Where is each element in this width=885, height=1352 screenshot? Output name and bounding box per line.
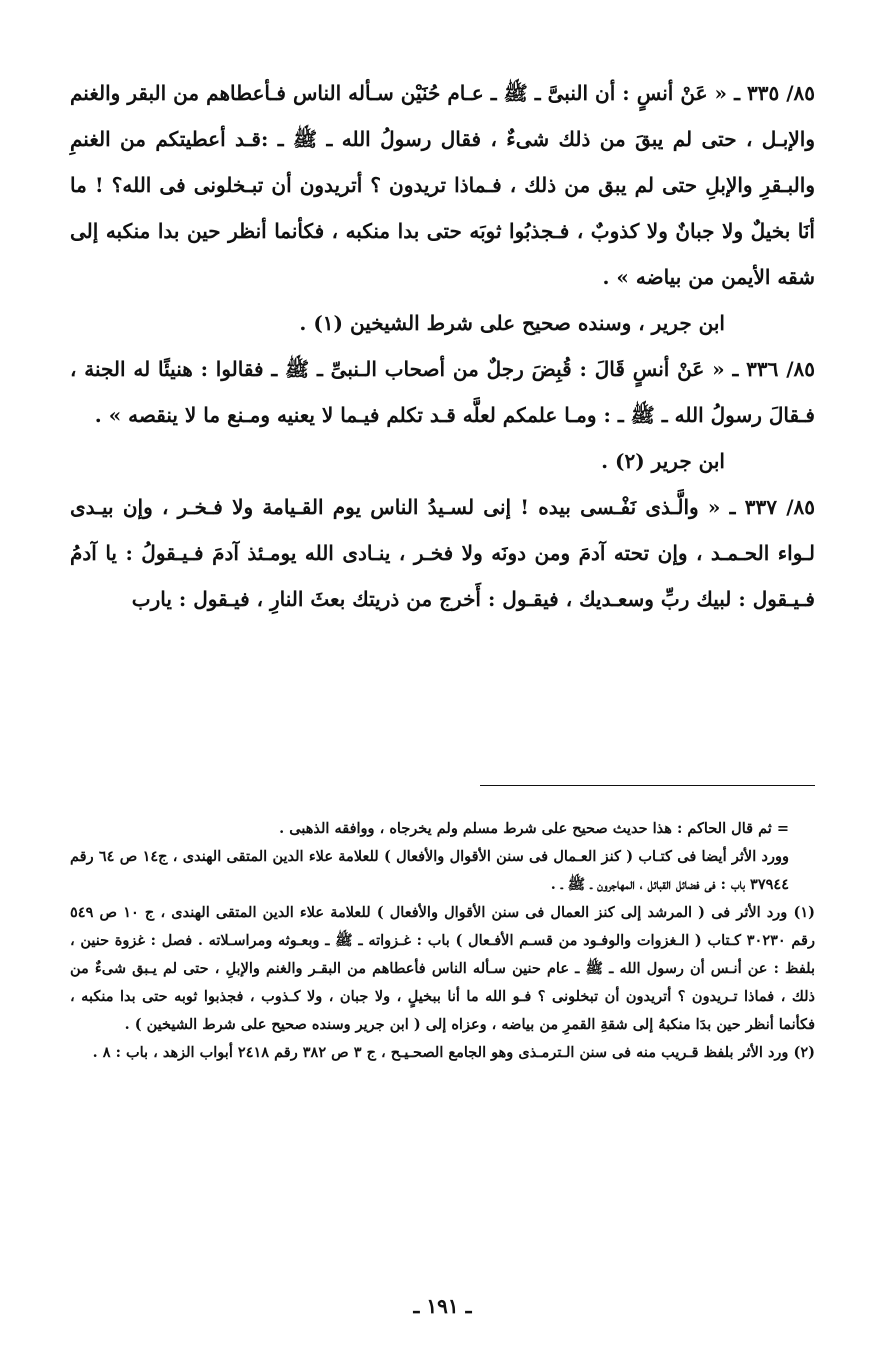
hadith-337 xyxy=(70,484,815,622)
footnote-2: (٢) ورد الأثر بلفظ قـريب منه فى سنن الـترمـذى وهو الجامع الصحـيـح ، ج ٣ ص ٣٨٢ رقم ٢٤١٨ أبواب الزهد ، باب : ٨ . xyxy=(92,1044,815,1061)
book-page xyxy=(70,70,815,1328)
hadith-text: « والَّـذى نَفْـسى بيده ! إنى لسـيدُ الناس يوم القـيامة ولا فـخـر ، وإن بيـدى لـواء الحـمـد ، وإن تحته آدمَ ومن دونَه ولا فخـر ، ينـادى الله يومـئذ آدمَ فـيـقولُ : يا آدمُ فـيـقول : لبيك ربِّ وسعـديك ، فيقـول : أَخرج من ذريتك بعثَ النارِ ، فيـقول : يارب xyxy=(70,495,815,611)
footnote-continuation: وورد الأثر أيضا فى كتـاب ( كنز العـمال فى سنن الأقوال والأفعال ) للعلامة علاء الدين المتقى الهندى ، ج١٤ ص ٦٤ رقم ٣٧٩٤٤ باب : فى فضائل القبائل ، المهاجرون ـ ﷺ ـ . xyxy=(70,848,789,893)
page-number: ـ ١٩١ ـ xyxy=(413,1294,472,1318)
footnote-divider xyxy=(480,785,815,786)
hadith-text: « عَنْ أنسٍ قَالَ : قُبِضَ رجلٌ من أصحاب الـنبىِّ ـ ﷺ ـ فقالوا : هنيئًا له الجنة ، فـقالَ رسولُ الله ـ ﷺ ـ : ومـا علمكم لعلَّه قـد تكلم فيـما لا يعنيه ومـنع ما لا ينقصه » . xyxy=(70,357,815,427)
hadith-number: ٨٥/ ٣٣٦ ـ xyxy=(732,357,816,381)
hadith-336 xyxy=(70,346,815,438)
hadith-number: ٨٥/ ٣٣٧ ـ xyxy=(729,495,815,519)
hadith-text: « عَنْ أنسٍ : أن النبىَّ ـ ﷺ ـ عـام حُنَيْن سـأله الناس فـأعطاهم من البقر والغنم والإبـل ، حتى لم يبقَ من ذلك شىءٌ ، فقال رسولُ الله ـ ﷺ ـ :قـد أعطيتكم من الغنمِ والبـقرِ والإبلِ حتى لم يبق من ذلك ، فـماذا تريدون ؟ أتريدون أن تبـخلونى فى الله؟ ! ما أنَا بخيلٌ ولا جبانٌ ولا كذوبٌ ، فـجذبُوا ثوبَه حتى بدا منكبه ، فكأنما أنظر حين بدا منكبه إلى شقه الأيمن من بياضه » . xyxy=(70,81,815,289)
footnote-continuation: = ثم قال الحاكم : هذا حديث صحيح على شرط مسلم ولم يخرجاه ، ووافقه الذهبى . xyxy=(279,820,789,837)
main-text xyxy=(70,70,815,622)
hadith-number: ٨٥/ ٣٣٥ ـ xyxy=(734,81,815,105)
hadith-source: ابن جرير (٢) . xyxy=(601,449,725,473)
footnotes xyxy=(70,815,815,1067)
footnote-1: (١) ورد الأثر فى ( المرشد إلى كنز العمال فى سنن الأقوال والأفعال ) للعلامة علاء الدين المتقى الهندى ، ج ١٠ ص ٥٤٩ رقم ٣٠٢٣٠ كـتاب ( الـغزوات والوفـود من قسـم الأفـعال ) باب : غـزواته ـ ﷺ ـ وبعـوثه ومراسـلاته . فصل : غزوة حنين ، بلفظ : عن أنـس أن رسول الله ـ ﷺ ـ عام حنين سـأله الناس فأعطاهم من البقـر والغنم والإبلِ ، حتى لم يـبق شىءٌ من ذلك ، فماذا تـريدون ؟ أتريدون أن تبخلونى ؟ فـو الله ما أنا ببخيلٍ ، ولا جبان ، ولا كـذوب ، فجذبوا ثوبه حتى بدا منكبه ، فكأنما أنظر حين بدَا منكبهُ إلى شقةِ القمرِ من بياضه ، وعزاه إلى ( ابن جرير وسنده صحيح على شرط الشيخين ) . xyxy=(70,904,815,1033)
hadith-source: ابن جرير ، وسنده صحيح على شرط الشيخين (١) . xyxy=(299,311,725,335)
hadith-335 xyxy=(70,70,815,300)
